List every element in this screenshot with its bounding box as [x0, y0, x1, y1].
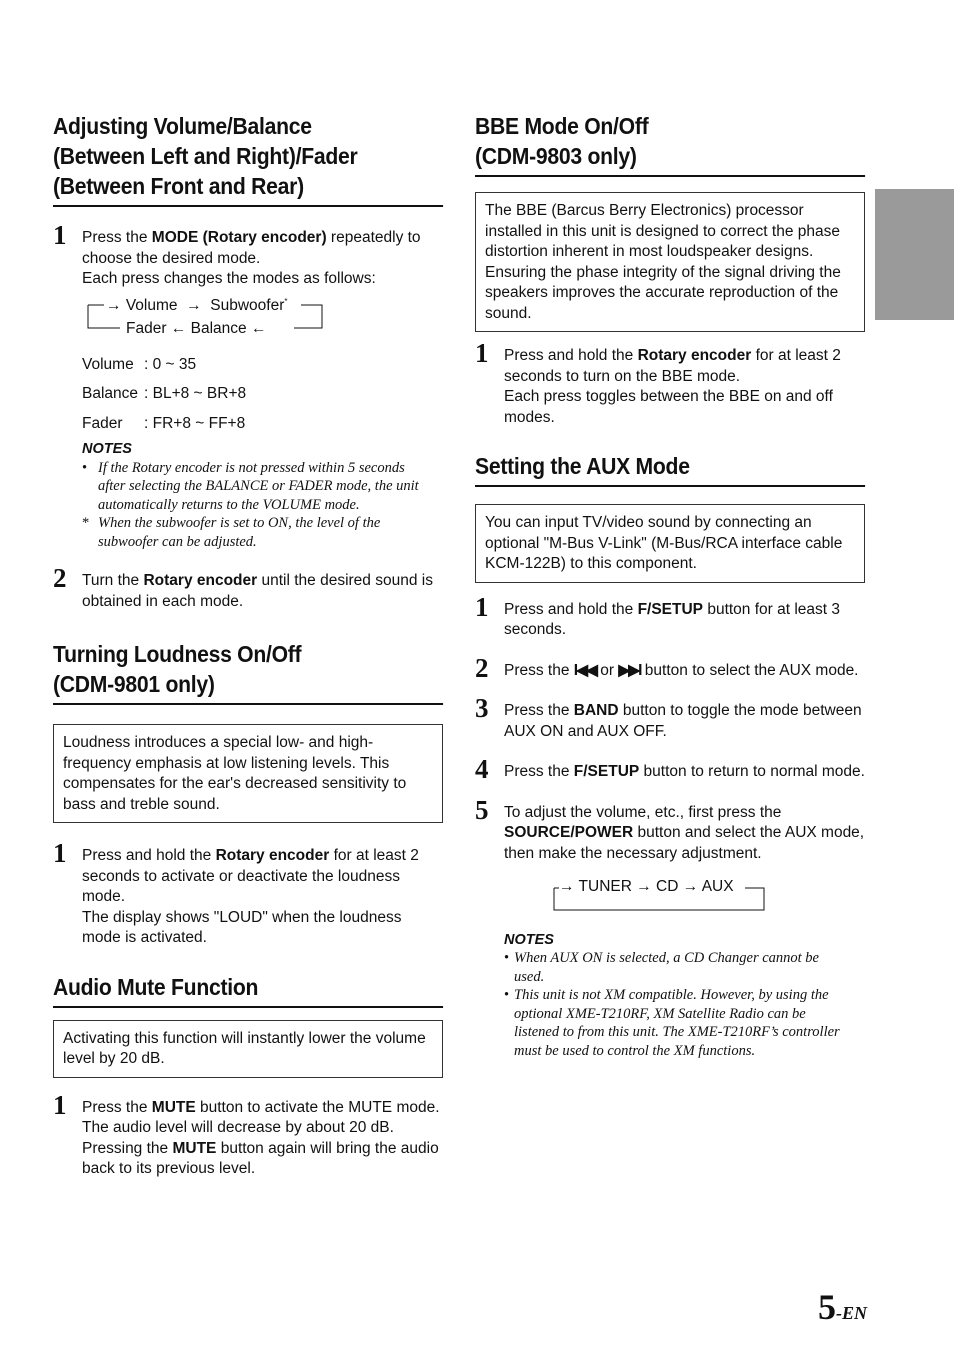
- step-text: button to activate the MUTE mode. The audio level will decrease by about 20 dB.: [82, 1098, 440, 1136]
- step-bold: MODE (Rotary encoder): [151, 229, 327, 246]
- skip-forward-icon: ▶▶I: [618, 661, 641, 679]
- step-text: button to return to normal mode.: [639, 763, 865, 780]
- step-text: for at least 2 seconds to activate or deactivate the loudness mode.: [82, 847, 419, 905]
- step-text: Press and hold the: [82, 847, 216, 864]
- note-text: If the Rotary encoder is not pressed within 5 seconds after selecting the BALANCE or FADER mode, the unit automatically returns to the VOLUME mode.: [98, 459, 419, 513]
- page-number-digit: 5: [818, 1287, 836, 1327]
- aux-step-3: [475, 693, 865, 742]
- volume-step-1: [53, 220, 443, 290]
- range-label: Fader: [82, 414, 123, 432]
- range-list: [82, 355, 443, 439]
- skip-back-icon: I◀◀: [573, 661, 596, 679]
- section-title-bbe: [475, 111, 865, 177]
- step-text: repeatedly to choose the desired mode.: [82, 229, 421, 267]
- step-text: Press the: [82, 1098, 152, 1116]
- mode-volume: Volume: [125, 296, 178, 314]
- title-line: BBE Mode On/Off: [475, 113, 649, 139]
- page-number-suffix: -EN: [836, 1303, 867, 1323]
- step-text: Pressing the: [82, 1139, 173, 1157]
- step-bold: Rotary encoder: [215, 847, 330, 864]
- arrow-right-icon: →: [186, 296, 202, 314]
- range-row: [82, 355, 443, 385]
- step-bold: F/SETUP: [573, 763, 640, 780]
- footnote-mark: *: [284, 296, 288, 306]
- step-text: The display shows "LOUD" when the loudness mode is activated.: [82, 908, 402, 946]
- mute-info-box: Activating this function will instantly lower the volume level by 20 dB.: [53, 1020, 443, 1078]
- title-line: Adjusting Volume/Balance: [53, 113, 312, 139]
- aux-notes: [504, 932, 850, 1060]
- step-number: 5: [475, 794, 489, 825]
- step-bold: Rotary encoder: [637, 347, 752, 364]
- section-title-volume: [53, 111, 443, 207]
- step-text: button to toggle the mode between AUX ON and AUX OFF.: [504, 702, 862, 740]
- step-text: button and select the AUX mode, then make the necessary adjustment.: [504, 824, 865, 862]
- title-line: (Between Left and Right)/Fader: [53, 143, 358, 169]
- note-item: [504, 949, 850, 986]
- step-bold: F/SETUP: [637, 600, 704, 618]
- title-line: Setting the AUX Mode: [475, 453, 690, 479]
- arrow-right-icon: →: [559, 878, 575, 895]
- range-row: [82, 384, 443, 414]
- step-text: Each press changes the modes as follows:: [82, 270, 376, 287]
- note-item: [82, 459, 432, 515]
- arrow-right-icon: →: [636, 878, 652, 895]
- step-number: 4: [475, 754, 489, 784]
- volume-step-2: [53, 563, 443, 612]
- step-text: Press the: [82, 229, 152, 246]
- volume-notes: [82, 441, 432, 552]
- step-text: button to select the AUX mode.: [640, 661, 859, 679]
- aux-info-box: You can input TV/video sound by connecting an optional "M-Bus V-Link" (M-Bus/RCA interface cable KCM-122B) to this component.: [475, 504, 865, 583]
- title-line: Turning Loudness On/Off: [53, 641, 302, 667]
- note-text: When the subwoofer is set to ON, the level of the subwoofer can be adjusted.: [98, 515, 381, 550]
- right-column: [475, 111, 865, 1060]
- section-tab-marker: [875, 189, 954, 320]
- asterisk-mark: *: [82, 515, 90, 531]
- loudness-info-box: Loudness introduces a special low- and high-frequency emphasis at low listening levels. This compensates for the ear's decreased sensitivity to bass and treble sound.: [53, 724, 443, 823]
- title-line: (CDM-9803 only): [475, 143, 637, 169]
- range-value: FR+8 ~ FF+8: [152, 414, 246, 432]
- step-text: until the desired sound is obtained in each mode.: [82, 572, 433, 610]
- step-bold: MUTE: [151, 1098, 196, 1116]
- arrow-right-icon: →: [106, 296, 122, 314]
- mode-cycle-diagram: [82, 297, 443, 343]
- aux-step-1: [475, 591, 865, 641]
- step-text: for at least 2 seconds to turn on the BBE mode.: [504, 347, 841, 385]
- arrow-right-icon: →: [682, 878, 699, 895]
- notes-heading: NOTES: [82, 440, 132, 457]
- arrow-left-icon: ←: [250, 319, 267, 337]
- mode-balance: Balance: [190, 319, 247, 337]
- step-text: Press and hold the: [504, 600, 638, 618]
- section-title-aux: [475, 451, 865, 487]
- note-text: This unit is not XM compatible. However, by using the optional XME-T210RF, XM Satellite Radio can be listened to from this unit. The XME-T210RF’s controller must be used to control the XM functions.: [514, 987, 840, 1059]
- mode-fader: Fader: [126, 319, 167, 337]
- arrow-left-icon: ←: [170, 319, 187, 337]
- step-text: button again will bring the audio back to its previous level.: [82, 1139, 439, 1177]
- step-bold: SOURCE/POWER: [504, 824, 634, 841]
- cycle-row-bottom: [126, 320, 266, 338]
- bbe-step-1: [475, 338, 865, 428]
- source-aux: AUX: [701, 878, 734, 895]
- source-cd: CD: [656, 878, 679, 895]
- source-tuner: TUNER: [578, 878, 632, 895]
- notes-heading: NOTES: [504, 932, 554, 948]
- cycle-row-top: [106, 297, 288, 315]
- step-number: 1: [53, 220, 67, 250]
- section-title-loudness: [53, 639, 443, 705]
- loudness-step-1: [53, 838, 443, 949]
- bbe-info-box: The BBE (Barcus Berry Electronics) processor installed in this unit is designed to correct the phase distortion inherent in most loudspeaker designs. Ensuring the phase integrity of the signal driving the speakers improves the accurate reproduction of the sound.: [475, 192, 865, 332]
- left-column: [53, 111, 443, 1180]
- step-number: 1: [53, 838, 67, 868]
- page-number: [818, 1286, 867, 1328]
- section-title-mute: [53, 972, 443, 1008]
- range-row: [82, 414, 443, 439]
- bullet-mark: •: [82, 459, 88, 476]
- note-item: [504, 986, 850, 1060]
- note-text: When AUX ON is selected, a CD Changer cannot be used.: [514, 950, 819, 985]
- bullet-mark: •: [504, 950, 510, 966]
- aux-step-4: [475, 754, 865, 784]
- aux-step-2: [475, 652, 865, 683]
- step-text: Press and hold the: [504, 347, 638, 364]
- range-label: Volume: [82, 355, 134, 373]
- cycle-row: [559, 878, 734, 896]
- bullet-mark: •: [504, 987, 510, 1003]
- range-value: 0 ~ 35: [152, 355, 197, 373]
- source-cycle-diagram: [553, 878, 865, 912]
- range-label: Balance: [82, 385, 139, 402]
- step-text: Press the: [504, 702, 574, 719]
- step-text: Turn the: [82, 572, 144, 589]
- step-number: 1: [53, 1089, 67, 1120]
- step-bold: BAND: [573, 702, 619, 719]
- step-number: 2: [53, 563, 67, 593]
- step-text: Press the: [504, 763, 574, 780]
- step-text: To adjust the volume, etc., first press the: [504, 803, 782, 821]
- step-bold: MUTE: [172, 1139, 217, 1157]
- mute-step-1: [53, 1089, 443, 1180]
- step-text: or: [595, 661, 619, 679]
- step-text: Press the: [504, 661, 574, 679]
- note-item: [82, 514, 432, 551]
- step-text: button for at least 3 seconds.: [504, 600, 841, 638]
- title-line: (Between Front and Rear): [53, 173, 304, 199]
- range-sep: :: [144, 414, 153, 432]
- step-number: 2: [475, 652, 489, 683]
- title-line: Audio Mute Function: [53, 973, 259, 1000]
- range-sep: :: [144, 355, 153, 373]
- range-sep: :: [144, 385, 153, 402]
- mode-subwoofer: Subwoofer: [210, 296, 285, 314]
- step-number: 3: [475, 693, 489, 723]
- step-bold: Rotary encoder: [143, 572, 258, 589]
- title-line: (CDM-9801 only): [53, 671, 215, 697]
- range-value: BL+8 ~ BR+8: [152, 385, 247, 402]
- step-number: 1: [475, 338, 489, 368]
- step-number: 1: [475, 591, 489, 622]
- aux-step-5: [475, 794, 865, 865]
- step-text: Each press toggles between the BBE on and off modes.: [504, 388, 833, 426]
